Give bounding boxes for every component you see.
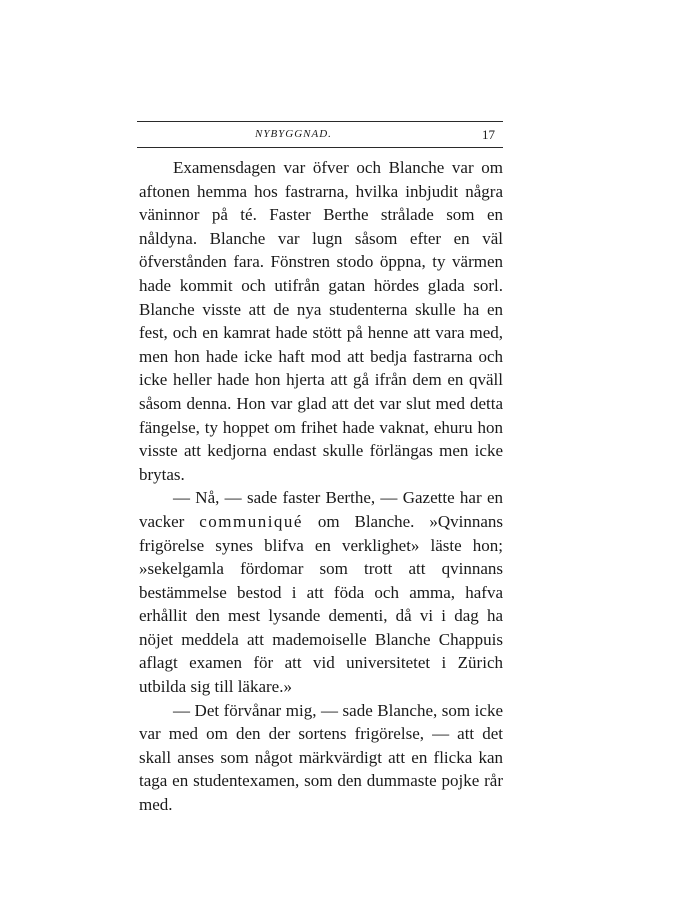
paragraph-2-start: — Nå, — sade faster Berthe, — Gazette har en vacker	[139, 488, 503, 531]
header-rule-bottom	[137, 147, 503, 148]
running-head: NYBYGGNAD.	[255, 128, 332, 140]
paragraph-2-emphasis: communiqué	[199, 511, 303, 531]
paragraph-1: Examensdagen var öfver och Blanche var om aftonen hemma hos fastrarna, hvilka inbjudit några väninnor på té. Faster Berthe strålade som en nåldyna. Blanche var lugn såsom efter en väl öfverstånden fara. Fönstren stodo öppna, ty värmen hade kommit och utifrån gatan hördes glada sorl. Blanche visste att de nya studenterna skulle ha en fest, och en kamrat hade stött på henne att vara med, men hon hade icke haft mod att bedja fastrarna och icke heller hade hon hjerta att gå ifrån dem en qväll såsom denna. Hon var glad att det var slut med detta fängelse, ty hoppet om frihet hade vaknat, ehuru hon visste att kedjorna endast skulle förlängas men icke brytas.	[139, 158, 503, 484]
page-number: 17	[482, 127, 495, 142]
body-text	[139, 156, 503, 817]
paragraph-3: — Det förvånar mig, — sade Blanche, som icke var med om den der sortens frigörelse, — att det skall anses som något märkvärdigt att en flicka kan taga en studentexamen, som den dummaste pojke rår med.	[139, 700, 503, 815]
paragraph-2-end: om Blanche. »Qvinnans frigörelse synes blifva en verklighet» läste hon; »sekelgamla fördomar som trott att qvinnans bestämmelse bestod i att föda och amma, hafva erhållit den mest lysande dementi, då vi i dag ha nöjet meddela att mademoiselle Blanche Chappuis aflagt examen för att vid universitetet i Zürich utbilda sig till läkare.»	[139, 511, 503, 697]
header-rule-top	[137, 121, 503, 122]
paragraph-2	[139, 486, 503, 698]
page-header	[137, 121, 503, 151]
